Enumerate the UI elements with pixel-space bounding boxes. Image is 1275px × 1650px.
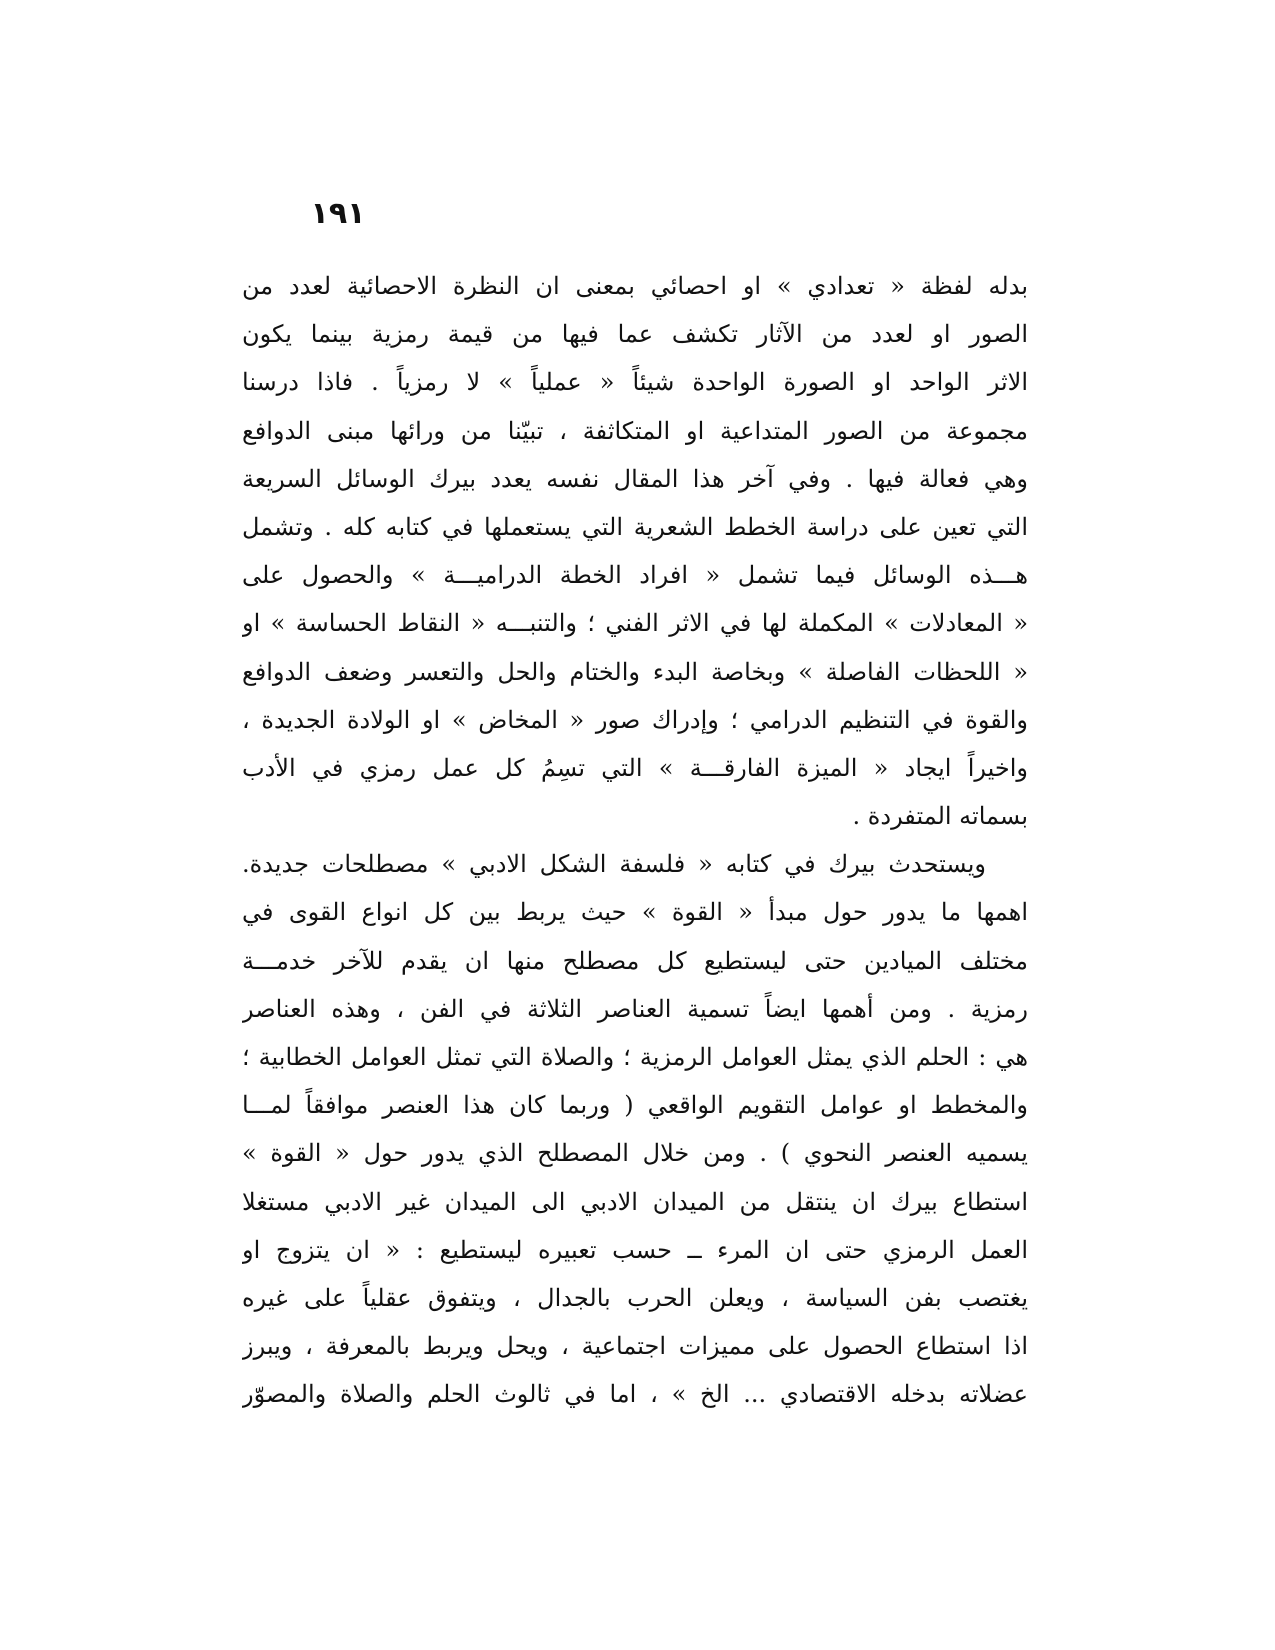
text-line: والقوة في التنظيم الدرامي ؛ وإدراك صور « المخاض » او الولادة الجديدة ،	[242, 705, 1028, 734]
text-line: مجموعة من الصور المتداعية او المتكاثفة ، تبيّنا من ورائها مبنى الدوافع	[242, 416, 1028, 445]
text-line: التي تعين على دراسة الخطط الشعرية التي يستعملها في كتابه كله . وتشمل	[242, 512, 1028, 541]
text-line: هـــذه الوسائل فيما تشمل « افراد الخطة الدراميـــة » والحصول على	[242, 561, 1028, 590]
text-line: واخيراً ايجاد « الميزة الفارقـــة » التي تسِمُ كل عمل رمزي في الأدب	[242, 753, 1028, 782]
text-line: يغتصب بفن السياسة ، ويعلن الحرب بالجدال ، ويتفوق عقلياً على غيره	[242, 1283, 1028, 1312]
text-line: « اللحظات الفاصلة » وبخاصة البدء والختام والحل والتعسر وضعف الدوافع	[242, 657, 1028, 686]
page-number: ١٩١	[310, 196, 366, 231]
page-body	[242, 262, 1028, 1419]
paragraph-1	[242, 262, 1028, 840]
text-line: وهي فعالة فيها . وفي آخر هذا المقال نفسه يعدد بيرك الوسائل السريعة	[242, 464, 1028, 493]
text-line: العمل الرمزي حتى ان المرء ــ حسب تعبيره ليستطيع : « ان يتزوج او	[242, 1235, 1028, 1264]
text-line: ويستحدث بيرك في كتابه « فلسفة الشكل الادبي » مصطلحات جديدة.	[242, 850, 986, 879]
paragraph-2	[242, 840, 1028, 1418]
text-line: بدله لفظة « تعدادي » او احصائي بمعنى ان النظرة الاحصائية لعدد من	[242, 272, 1028, 300]
text-line: رمزية . ومن أهمها ايضاً تسمية العناصر الثلاثة في الفن ، وهذه العناصر	[242, 994, 1028, 1023]
text-line: والمخطط او عوامل التقويم الواقعي ( وربما كان هذا العنصر موافقاً لمـــا	[242, 1091, 1028, 1120]
text-line: « المعادلات » المكملة لها في الاثر الفني ؛ والتنبـــه « النقاط الحساسة » او	[242, 609, 1028, 638]
text-line: اذا استطاع الحصول على مميزات اجتماعية ، ويحل ويربط بالمعرفة ، ويبرز	[242, 1332, 1028, 1361]
text-line: استطاع بيرك ان ينتقل من الميدان الادبي الى الميدان غير الادبي مستغلا	[242, 1187, 1028, 1216]
text-line: الاثر الواحد او الصورة الواحدة شيئاً « عملياً » لا رمزياً . فاذا درسنا	[242, 368, 1028, 397]
text-line: يسميه العنصر النحوي ) . ومن خلال المصطلح الذي يدور حول « القوة »	[242, 1139, 1028, 1168]
text-line: الصور او لعدد من الآثار تكشف عما فيها من قيمة رمزية بينما يكون	[242, 320, 1028, 349]
text-line: بسماته المتفردة .	[852, 802, 1028, 831]
text-line: اهمها ما يدور حول مبدأ « القوة » حيث يربط بين كل انواع القوى في	[242, 898, 1028, 927]
text-line: عضلاته بدخله الاقتصادي ... الخ » ، اما في ثالوث الحلم والصلاة والمصوّر	[242, 1380, 1028, 1409]
text-line: هي : الحلم الذي يمثل العوامل الرمزية ؛ والصلاة التي تمثل العوامل الخطابية ؛	[242, 1043, 1028, 1071]
text-line: مختلف الميادين حتى ليستطيع كل مصطلح منها ان يقدم للآخر خدمـــة	[242, 946, 1028, 975]
